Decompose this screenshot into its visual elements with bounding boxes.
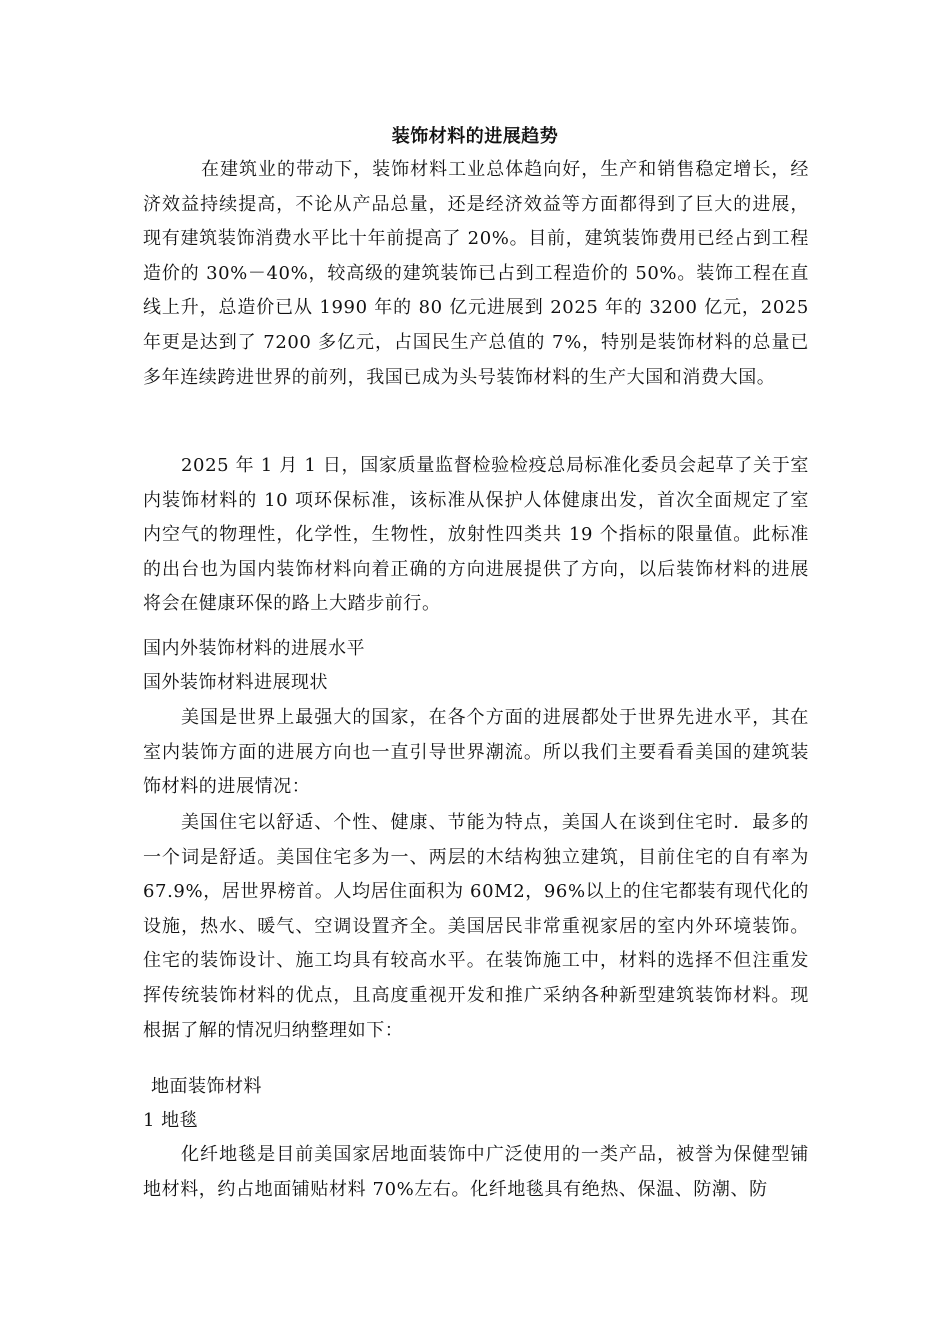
carpet-heading: 1 地毯 xyxy=(143,1110,199,1131)
carpet-paragraph: 化纤地毯是目前美国家居地面装饰中广泛使用的一类产品，被誉为保健型铺地材料，约占地面铺贴材料 70%左右。化纤地毯具有绝热、保温、防潮、防 xyxy=(143,1144,809,1200)
document-title: 装饰材料的进展趋势 xyxy=(391,126,559,147)
intro-paragraph: 在建筑业的带动下，装饰材料工业总体趋向好，生产和销售稳定增长，经济效益持续提高，不论从产品总量，还是经济效益等方面都得到了巨大的进展，现有建筑装饰消费水平比十年前提高了 20%。目前，建筑装饰费用已经占到工程造价的 30%－40%，较高级的建筑装饰已占到工程造价的 50%。装饰工程在直线上升，总造价已从 1990 年的 80 亿元进展到 2025 年的 3200 亿元，2025 年更是达到了 7200 多亿元，占国民生产总值的 7%，特别是装饰材料的总量已多年连续跨进世界的前列，我国已成为头号装饰材料的生产大国和消费大国。 xyxy=(143,159,809,388)
standards-paragraph: 2025 年 1 月 1 日，国家质量监督检验检疫总局标准化委员会起草了关于室内装饰材料的 10 项环保标准，该标准从保护人体健康出发，首次全面规定了室内空气的物理性，化学性，生物性，放射性四类共 19 个指标的限量值。此标准的出台也为国内装饰材料向着正确的方向进展提供了方向，以后装饰材料的进展将会在健康环保的路上大踏步前行。 xyxy=(143,455,809,615)
floor-materials-heading: 地面装饰材料 xyxy=(151,1076,262,1097)
usa-housing-paragraph: 美国住宅以舒适、个性、健康、节能为特点，美国人在谈到住宅时．最多的一个词是舒适。美国住宅多为一、两层的木结构独立建筑，目前住宅的自有率为 67.9%，居世界榜首。人均居住面积为 60M2，96%以上的住宅都装有现代化的设施，热水、暖气、空调设置齐全。美国居民非常重视家居的室内外环境装饰。住宅的装饰设计、施工均具有较高水平。在装饰施工中，材料的选择不但注重发挥传统装饰材料的优点，且高度重视开发和推广采纳各种新型建筑装饰材料。现根据了解的情况归纳整理如下： xyxy=(143,812,809,1041)
subsection-heading: 国外装饰材料进展现状 xyxy=(143,672,328,693)
usa-intro-paragraph: 美国是世界上最强大的国家，在各个方面的进展都处于世界先进水平，其在室内装饰方面的进展方向也一直引导世界潮流。所以我们主要看看美国的建筑装饰材料的进展情况： xyxy=(143,707,809,798)
section-heading: 国内外装饰材料的进展水平 xyxy=(143,638,365,659)
